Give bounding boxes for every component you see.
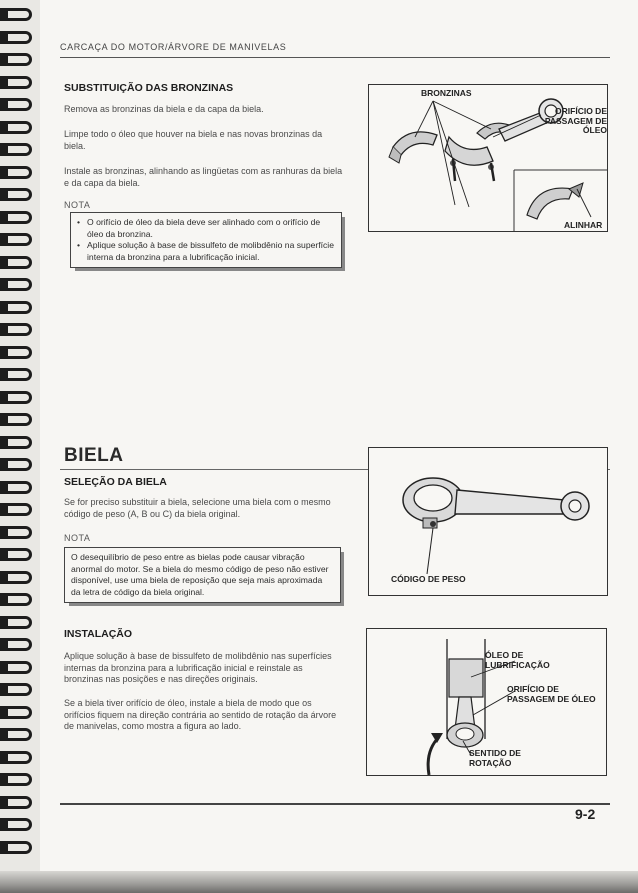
note-box [70,212,342,268]
binding-ring [6,571,32,584]
binding-ring [6,368,32,381]
page-number: 9-2 [575,806,596,822]
binding-ring [6,773,32,786]
label-oleo-lubrificacao: ÓLEO DE LUBRIFICAÇÃO [485,650,550,670]
binding-ring [6,166,32,179]
binding-ring [6,526,32,539]
figure-instalacao [366,628,607,776]
note-item: • Aplique solução à base de bissulfeto de molibdênio na superfície interna da bronzina para a lubrificação inicial. [85,240,335,263]
binding-ring [6,301,32,314]
page-edge [0,871,638,893]
binding-ring [6,503,32,516]
paragraph: Se for preciso substituir a biela, selecione uma biela com o mesmo código de peso (A, B ou C) da biela original. [64,497,331,519]
paragraph: Aplique solução à base de bissulfeto de molibdênio nas superfícies internas da bronzina para a lubrificação inicial e reinstale as bronzinas nas posições e nas direções originais. [64,651,332,684]
binding-ring [6,436,32,449]
binding-ring [6,256,32,269]
note-shadow [75,268,345,271]
paragraph: Remova as bronzinas da biela e da capa da biela. [64,104,264,114]
note-shadow [341,552,344,606]
binding-ring [6,98,32,111]
binding-ring [6,593,32,606]
binding-ring [6,233,32,246]
note-shadow [69,603,344,606]
label-orificio-passagem: ORIFÍCIO DE PASSAGEM DE ÓLEO [544,106,607,135]
binding-ring [6,616,32,629]
binding-ring [6,548,32,561]
binding-ring [6,683,32,696]
binding-ring [6,211,32,224]
binding-ring [6,143,32,156]
binding-ring [6,841,32,854]
note-text: O desequilíbrio de peso entre as bielas pode causar vibração anormal do motor. Se a biela do mesmo código de peso não estiver disponível, use uma biela de reposição que seja mais aproximada da letra de código da biela original. [71,552,329,597]
binding-ring [6,391,32,404]
paragraph: Instale as bronzinas, alinhando as lingüetas com as ranhuras da biela e da capa da biela. [64,166,343,188]
label-bronzinas: BRONZINAS [421,88,472,98]
note-box [64,547,341,603]
binding-ring [6,8,32,21]
binding-ring [6,346,32,359]
page-header-title: CARCAÇA DO MOTOR/ÁRVORE DE MANIVELAS [60,42,287,52]
connecting-rod-illustration [369,448,607,595]
binding-ring [6,413,32,426]
label-sentido-rotacao: SENTIDO DE ROTAÇÃO [469,748,521,768]
binding-ring [6,31,32,44]
binding-ring [6,121,32,134]
section-title-instalacao: INSTALAÇÃO [64,628,133,640]
binding-ring [6,706,32,719]
binding-ring [6,53,32,66]
binding-ring [6,818,32,831]
note-label: NOTA [64,200,91,210]
binding-ring [6,638,32,651]
binding-ring [6,188,32,201]
paragraph: Se a biela tiver orifício de óleo, instale a biela de modo que os orifícios fiquem na direção contrária ao sentido de rotação da árvore de manivelas, como mostra a figura ao lado. [64,698,337,731]
note-shadow [342,217,345,271]
binding-ring [6,661,32,674]
figure-codigo-peso [368,447,608,596]
figure-bronzinas [368,84,608,232]
binding-ring [6,458,32,471]
label-codigo-peso: CÓDIGO DE PESO [391,574,466,584]
footer-divider [60,803,610,805]
binding-ring [6,751,32,764]
binding-ring [6,278,32,291]
label-alinhar: ALINHAR [564,220,603,230]
section-title-bronzinas: SUBSTITUIÇÃO DAS BRONZINAS [64,82,234,94]
chapter-title-biela: BIELA [64,445,124,466]
note-label: NOTA [64,533,91,543]
binding-ring [6,796,32,809]
section-title-selecao: SELEÇÃO DA BIELA [64,476,167,488]
label-orificio-passagem: ORIFÍCIO DE PASSAGEM DE ÓLEO [507,684,596,704]
binding-ring [6,76,32,89]
binding-ring [6,323,32,336]
header-divider [60,57,610,58]
paragraph: Limpe todo o óleo que houver na biela e nas novas bronzinas da biela. [64,129,323,151]
binding-ring [6,481,32,494]
note-item: • O orifício de óleo da biela deve ser alinhado com o orifício de óleo da bronzina. [85,217,335,240]
binding-ring [6,728,32,741]
